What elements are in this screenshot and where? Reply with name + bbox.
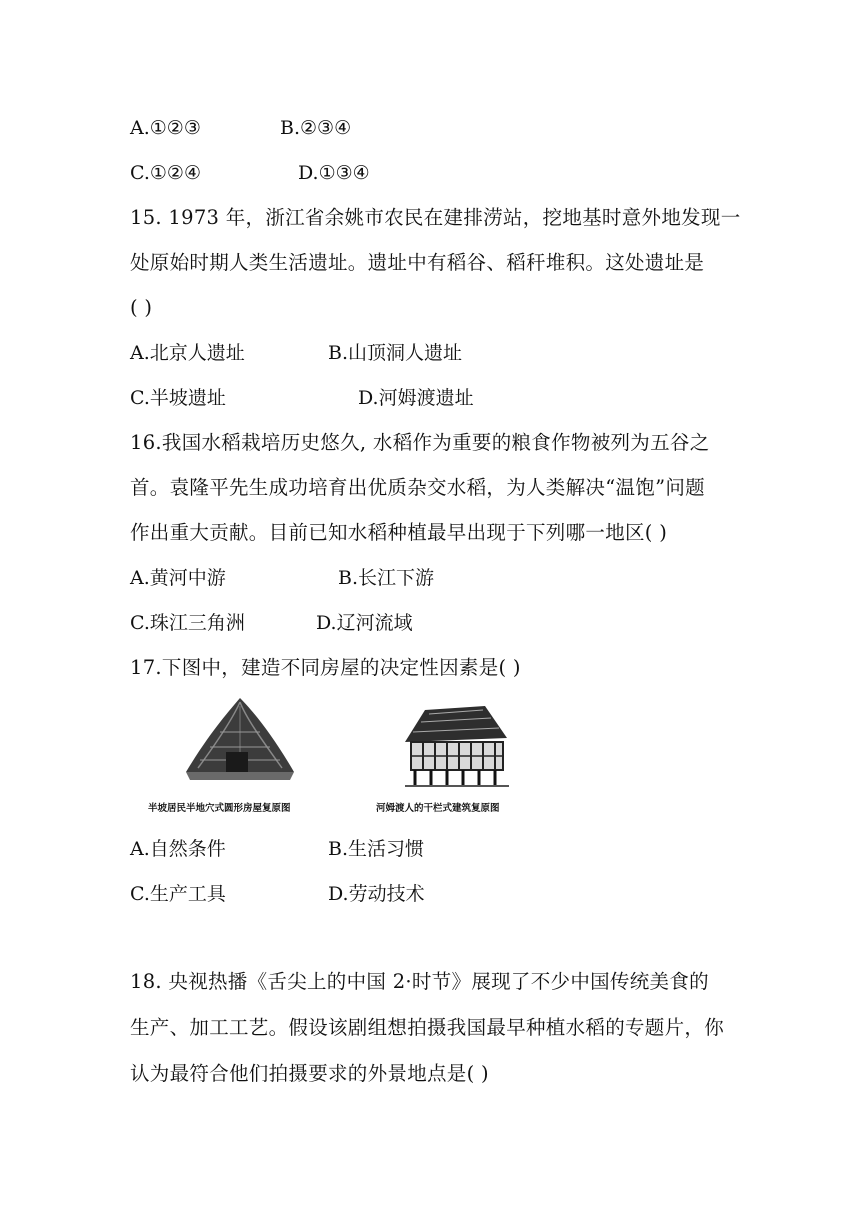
- q17-option-c: C.生产工具: [130, 883, 226, 905]
- q16-line-3: 作出重大贡献。目前已知水稻种植最早出现于下列哪一地区( ): [130, 521, 668, 544]
- q17-option-a: A.自然条件: [130, 838, 226, 860]
- round-hut-caption: 半坡居民半地穴式圆形房屋复原图: [148, 803, 291, 814]
- stilt-house-caption: 河姆渡人的干栏式建筑复原图: [376, 803, 500, 814]
- q15-option-c: C.半坡遗址: [130, 387, 226, 409]
- q17-option-d: D.劳动技术: [328, 883, 425, 905]
- q18-line-3: 认为最符合他们拍摄要求的外景地点是( ): [130, 1062, 489, 1085]
- q14-option-c: C.①②④: [130, 162, 201, 184]
- q16-option-d: D.辽河流域: [316, 612, 413, 634]
- round-hut-illustration: [180, 692, 300, 792]
- round-hut-figure: [180, 692, 300, 796]
- q16-option-c: C.珠江三角洲: [130, 612, 245, 634]
- q14-option-b: B.②③④: [280, 117, 352, 139]
- q17-option-b: B.生活习惯: [328, 838, 425, 860]
- q16-option-a: A.黄河中游: [130, 567, 226, 589]
- q16-line-2: 首。袁隆平先生成功培育出优质杂交水稻，为人类解决“温饱”问题: [130, 476, 705, 499]
- q16-line-1: 16.我国水稻栽培历史悠久, 水稻作为重要的粮食作物被列为五谷之: [130, 431, 710, 454]
- q14-option-d: D.①③④: [298, 162, 370, 184]
- q15-line-3: ( ): [130, 296, 153, 319]
- q14-option-a: A.①②③: [130, 117, 201, 139]
- q17-line-1: 17.下图中，建造不同房屋的决定性因素是( ): [130, 656, 521, 679]
- q16-option-b: B.长江下游: [338, 567, 435, 589]
- q15-line-2: 处原始时期人类生活遗址。遗址中有稻谷、稻秆堆积。这处遗址是: [130, 251, 705, 274]
- stilt-house-figure: [395, 692, 515, 796]
- q15-option-a: A.北京人遗址: [130, 342, 245, 364]
- q15-option-d: D.河姆渡遗址: [358, 387, 474, 409]
- q15-line-1: 15. 1973 年，浙江省余姚市农民在建排涝站，挖地基时意外地发现一: [130, 206, 741, 229]
- q15-option-b: B.山顶洞人遗址: [328, 342, 463, 364]
- stilt-house-illustration: [395, 692, 515, 792]
- q18-line-1: 18. 央视热播《舌尖上的中国 2·时节》展现了不少中国传统美食的: [130, 970, 709, 993]
- q18-line-2: 生产、加工工艺。假设该剧组想拍摄我国最早种植水稻的专题片，你: [130, 1016, 725, 1039]
